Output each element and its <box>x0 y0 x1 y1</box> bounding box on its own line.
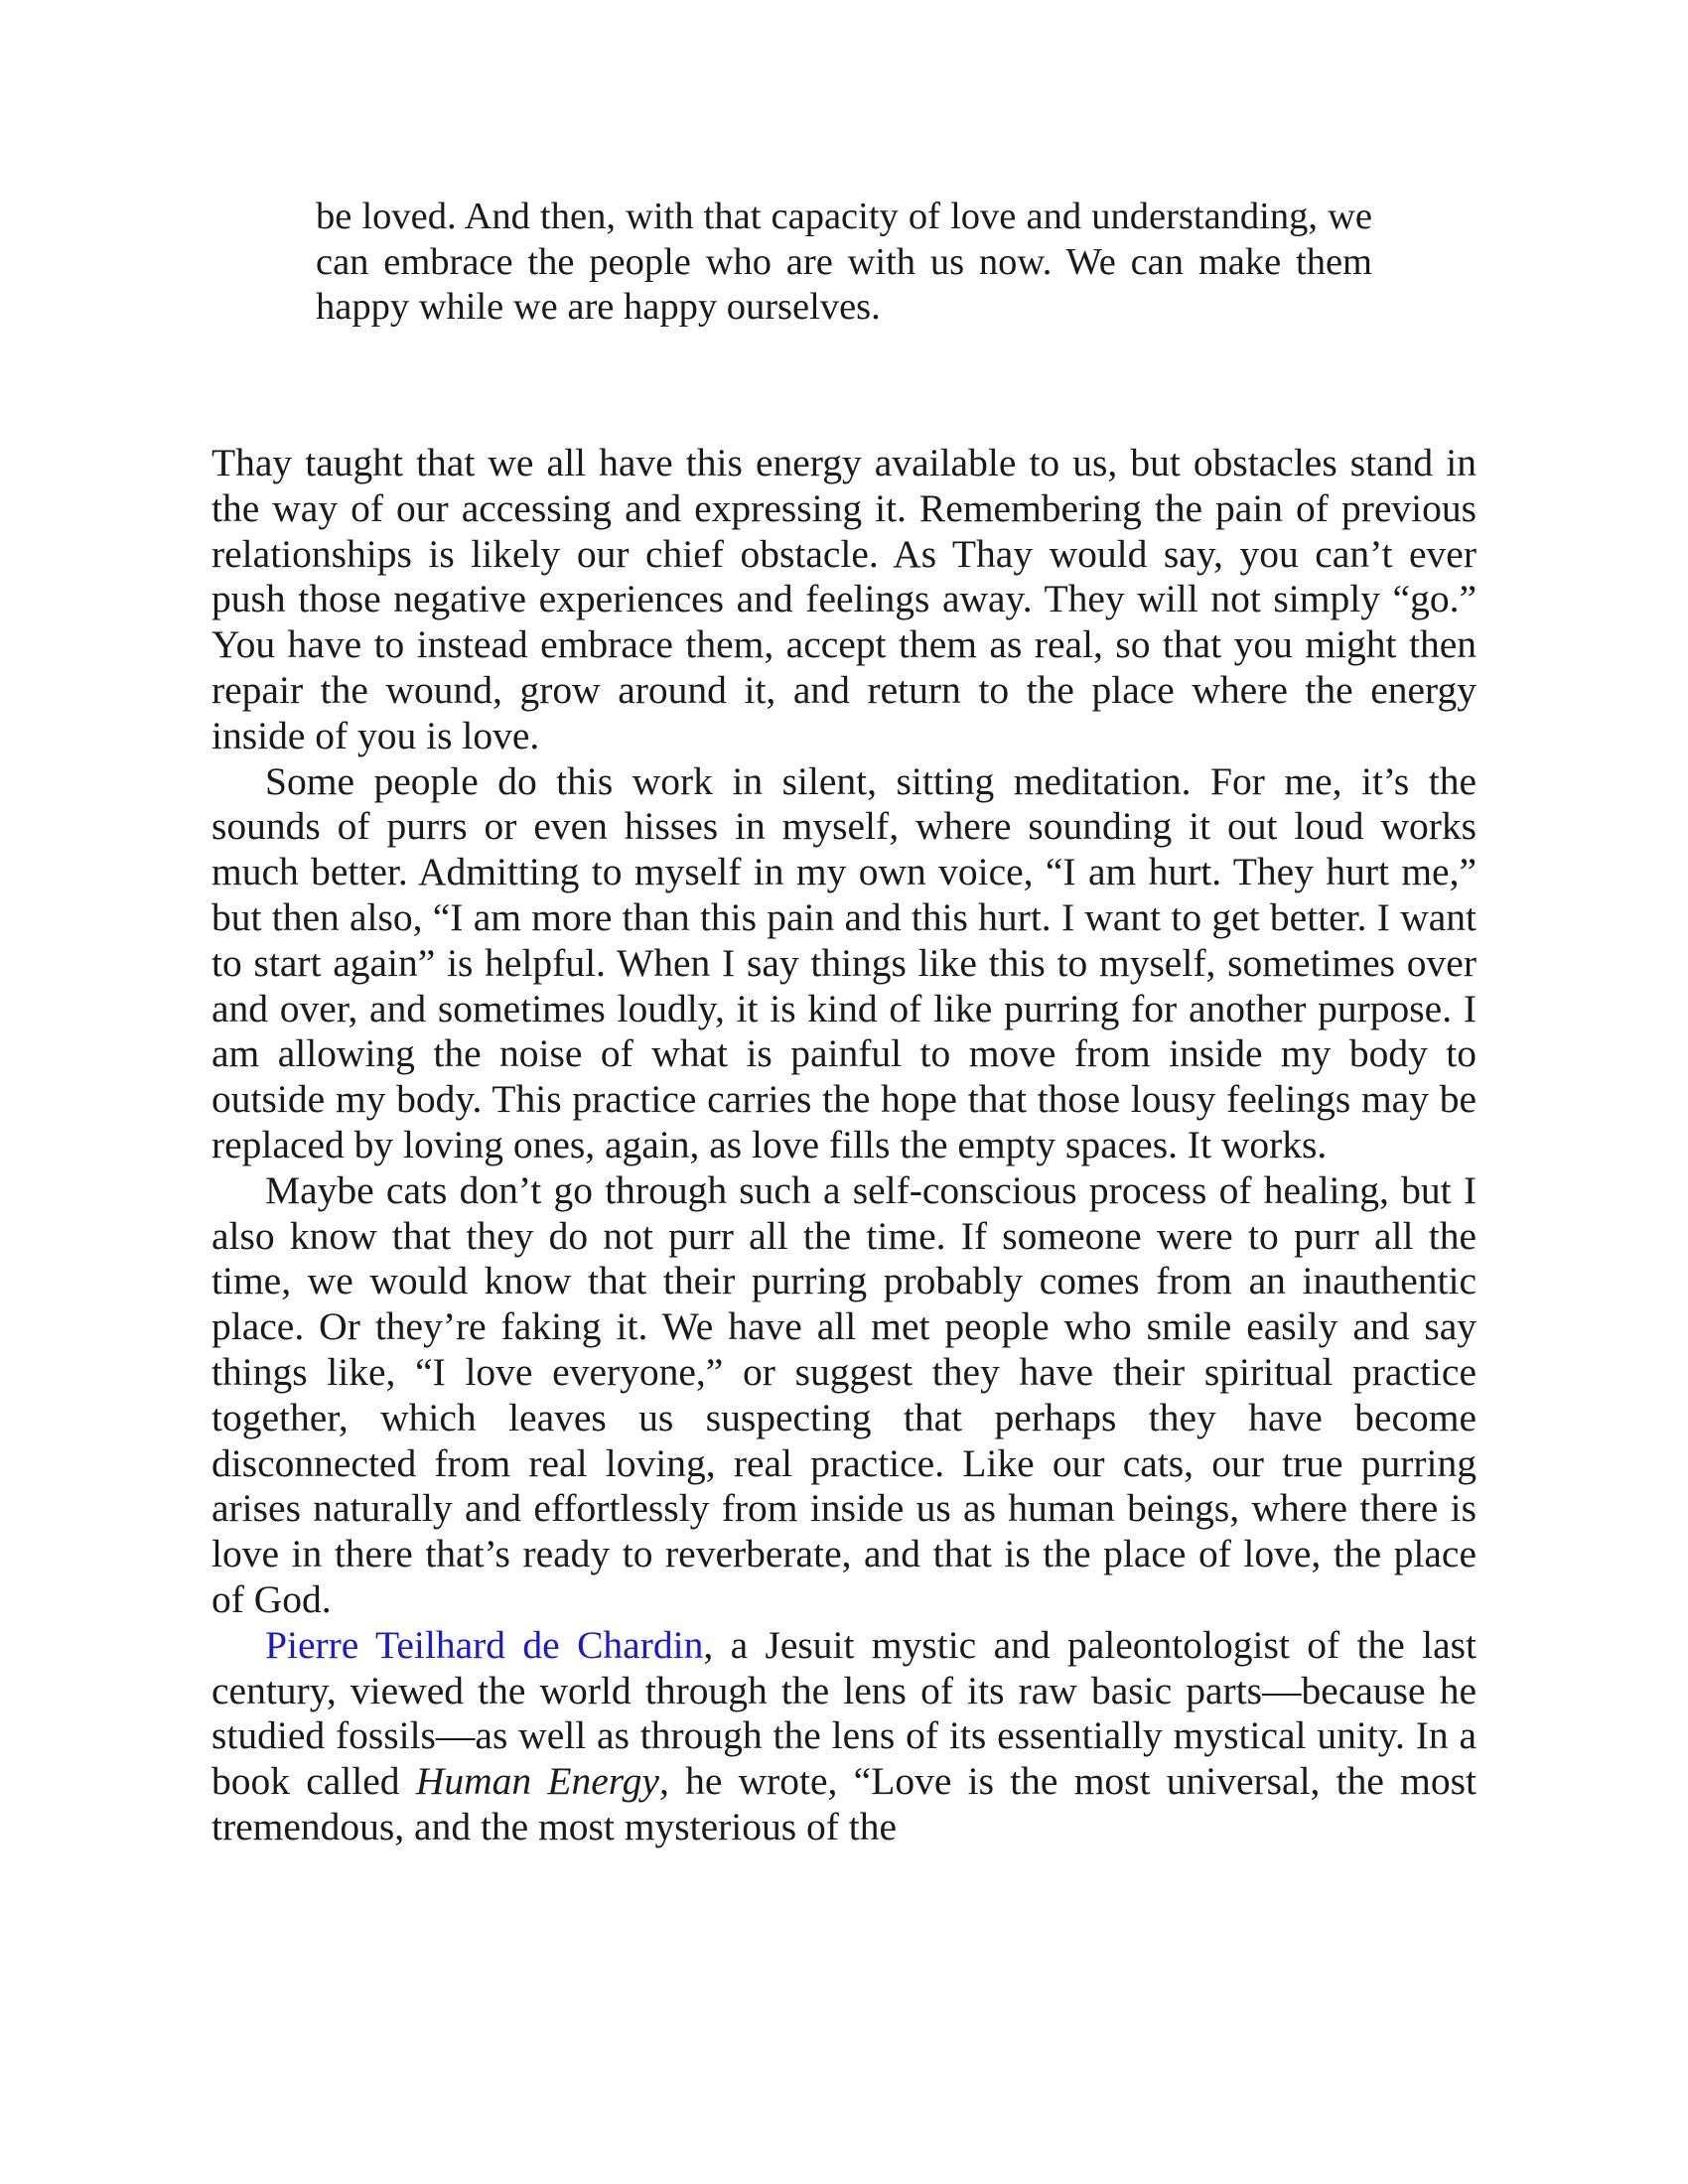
paragraph-4 <box>211 1623 1477 1850</box>
paragraph-2: Some people do this work in silent, sitting meditation. For me, it’s the sounds of purrs or even hisses in myself, where sounding it out loud works much better. Admitting to myself in my own voice, “I am hurt. They hurt me,” but then also, “I am more than this pain and this hurt. I want to get better. I want to start again” is helpful. When I say things like this to myself, sometimes over and over, and sometimes loudly, it is kind of like purring for another purpose. I am allowing the noise of what is painful to move from inside my body to outside my body. This practice carries the hope that those lousy feelings may be replaced by loving ones, again, as love fills the empty spaces. It works. <box>211 758 1477 1166</box>
book-title: Human Energy <box>415 1759 659 1804</box>
paragraph-1: Thay taught that we all have this energy available to us, but obstacles stand in the way of our accessing and expressing it. Remembering the pain of previous relationships is likely our chief obstacle. As Thay would say, you can’t ever push those negative experiences and feelings away. They will not simply “go.” You have to instead embrace them, accept them as real, so that you might then repair the wound, grow around it, and return to the place where the energy inside of you is love. <box>211 441 1477 757</box>
body-text <box>211 441 1477 1850</box>
paragraph-4-ending: , he wrote, “Love is the most universal, the most tremendous, and the most mysterious of the <box>211 1759 1477 1848</box>
block-quote: be loved. And then, with that capacity of love and understanding, we can embrace the people who are with us now. We can make them happy while we are happy ourselves. <box>316 196 1372 329</box>
paragraph-3: Maybe cats don’t go through such a self-conscious process of healing, but I also know that they do not purr all the time. If someone were to purr all the time, we would know that their purring probably comes from an inauthentic place. Or they’re faking it. We have all met people who smile easily and say things like, “I love everyone,” or suggest they have their spiritual practice together, which leaves us suspecting that perhaps they have become disconnected from real loving, real practice. Like our cats, our true purring arises naturally and effortlessly from inside us as human beings, where there is love in there that’s ready to reverberate, and that is the place of love, the place of God. <box>211 1167 1477 1621</box>
paragraph-4-text: , a Jesuit mystic and paleontologist of the last century, viewed the world through the lens of its raw basic parts—because he studied fossils—as well as through the lens of its essentially mystical unity. In a book called <box>211 1622 1477 1804</box>
teilhard-link[interactable]: Pierre Teilhard de Chardin <box>265 1622 704 1667</box>
